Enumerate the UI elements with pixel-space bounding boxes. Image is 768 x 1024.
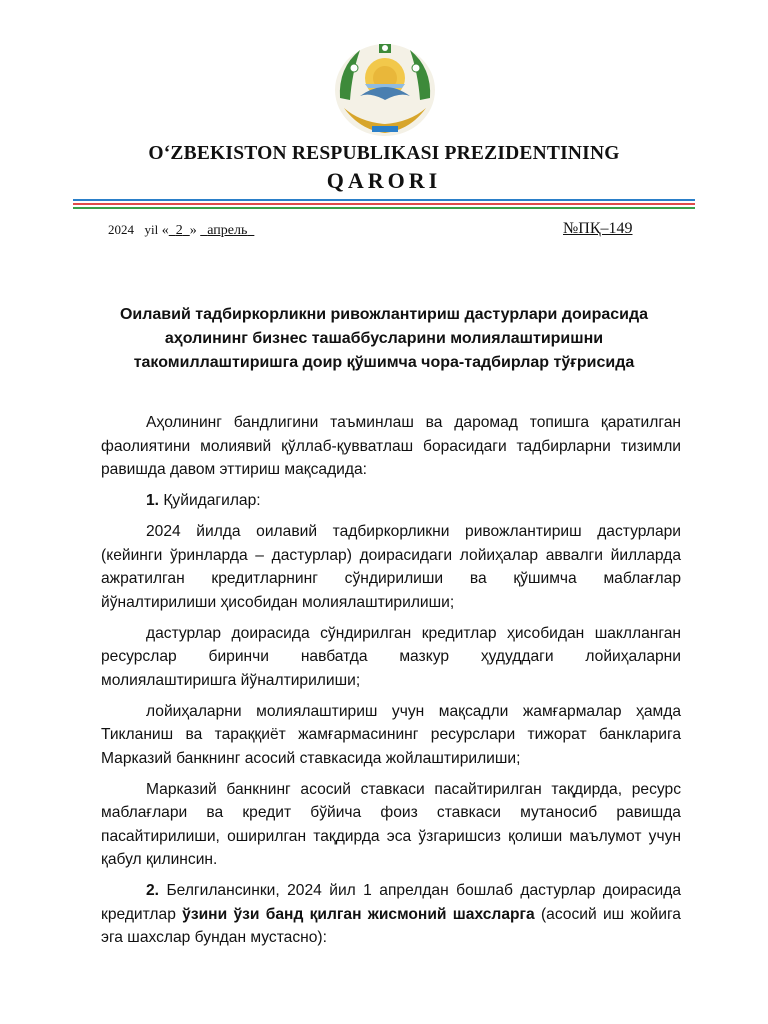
date-month: апрель bbox=[207, 223, 248, 238]
body-paragraph: лойиҳаларни молиялаштириш учун мақсадли жамғармалар ҳамда Тикланиш ва тараққиёт жамғармасининг ресурслари тижорат банкларига Марказий банкнинг асосий ставкасида жойлаштирилиши; bbox=[101, 702, 681, 767]
flag-rule-blue bbox=[73, 199, 695, 201]
intro-paragraph: Аҳолининг бандлигини таъминлаш ва даромад топишга қаратилган фаолиятини молиявий қўллаб-қувватлаш борасидаги тадбирларни тизимли равишда давом эттириш мақсадида: bbox=[101, 414, 681, 478]
document-body bbox=[101, 411, 681, 957]
date-day: 2 bbox=[175, 223, 183, 238]
item-1-heading: 1. Қуйидагилар: bbox=[146, 492, 261, 509]
date-yil-label: yil bbox=[144, 222, 159, 237]
date-year: 2024 bbox=[108, 222, 134, 237]
title-line: аҳолининг бизнес ташаббусларини молиялаштиришни bbox=[164, 330, 604, 347]
flag-rule-green bbox=[73, 207, 695, 209]
date-close-quote: » bbox=[189, 223, 197, 238]
state-emblem-icon bbox=[330, 38, 440, 138]
flag-rule-red bbox=[73, 203, 695, 205]
header-line-president: O‘ZBEKISTON RESPUBLIKASI PREZIDENTINING bbox=[148, 143, 620, 164]
body-paragraph: Марказий банкнинг асосий ставкаси пасайтирилган тақдирда, ресурс маблағлари ва кредит бўйича фоиз ставкаси мутаносиб равишда пасайтирилиши, оширилган тақдирда эса ўзгаришсиз қолиши маълумот учун қабул қилинсин. bbox=[101, 780, 681, 868]
header-line-decree: QARORI bbox=[326, 168, 442, 193]
item-2-paragraph: 2. Белгилансинки, 2024 йил 1 апрелдан бошлаб дастурлар доирасида кредитлар ўзини ўзи банд қилган жисмоний шахсларга (асосий иш жойига эга шахслар бундан мустасно): bbox=[101, 882, 681, 946]
document-number: №ПҚ–149 bbox=[563, 220, 633, 237]
date-line bbox=[108, 222, 254, 239]
body-paragraph: 2024 йилда оилавий тадбиркорликни ривожлантириш дастурлари (кейинги ўринларда – дастурлар) доирасидаги лойиҳалар аввалги йилларда ажратилган кредитларнинг сўндирилиши ва қўшимча маблағлар йўналтирилиши ҳисобидан молиялаштирилиши; bbox=[101, 523, 681, 611]
body-paragraph: дастурлар доирасида сўндирилган кредитлар ҳисобидан шаклланган ресурслар биринчи навбатда мазкур ҳудуддаги лойиҳаларни молиялаштиришга йўналтирилиши; bbox=[101, 624, 681, 689]
date-open-quote: « bbox=[161, 223, 169, 238]
title-line: такомиллаштиришга доир қўшимча чора-тадбирлар тўғрисида bbox=[133, 354, 635, 371]
document-title bbox=[80, 303, 688, 375]
title-line: Оилавий тадбиркорликни ривожлантириш дастурлари доирасида bbox=[119, 306, 649, 323]
